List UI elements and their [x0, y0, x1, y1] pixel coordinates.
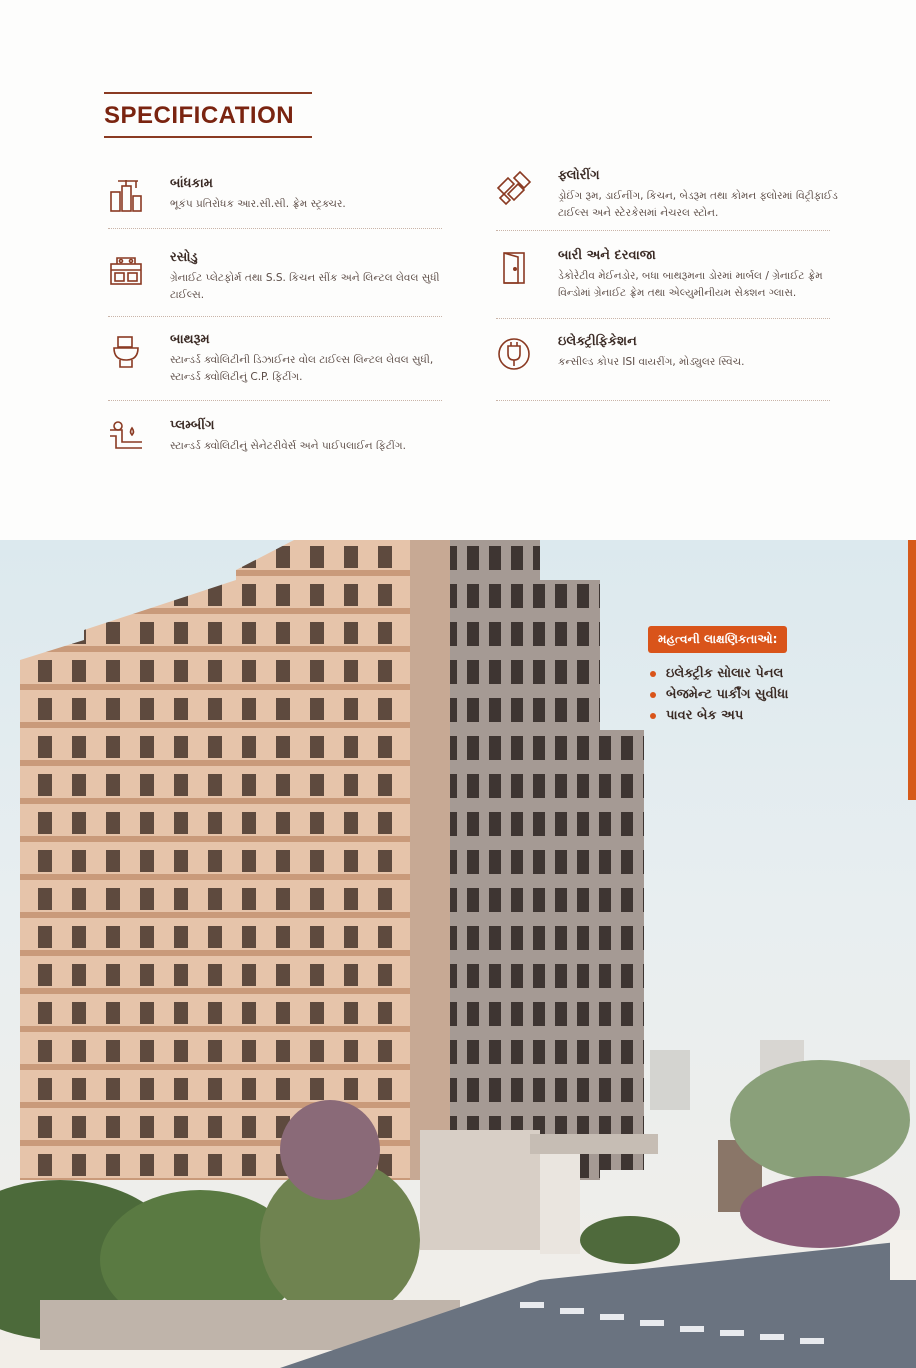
spec-description: ગ્રેનાઈટ પ્લેટફોર્મ તથા S.S. કિચન સીંક અને લિન્ટલ લેવલ સુધી ટાઈલ્સ.: [170, 272, 440, 301]
divider: [496, 230, 830, 231]
spec-item-kitchen: [108, 250, 442, 320]
spec-heading: ફ્લોરીંગ: [558, 168, 600, 183]
door-icon: [496, 250, 532, 286]
list-item: [648, 705, 888, 726]
spec-description: ડેકોરેટીવ મેઈનડોર, બધા બાથરૂમના ડોરમાં માર્બલ / ગ્રેનાઈટ ફ્રેમ વિન્ડોમાં ગ્રેનાઈટ ફ્રેમ તથા એલ્યુમીનીયમ સેક્શન ગ્લાસ.: [558, 270, 823, 299]
spec-heading: બાથરૂમ: [170, 332, 210, 347]
highlight-text: પાવર બેક અપ: [666, 708, 744, 723]
title-rule-bottom: [104, 136, 312, 138]
divider: [496, 318, 830, 319]
list-item: [648, 663, 888, 684]
highlights-list: [648, 663, 888, 726]
spec-heading: બારી અને દરવાજા: [558, 248, 656, 263]
divider: [496, 400, 830, 401]
spec-description: સ્ટાન્ડર્ડ ક્વોલિટીનું સેનેટરીવેર્સ અને પાઈપલાઈન ફિટીંગ.: [170, 440, 406, 452]
spec-description: ડ્રોઈંગ રૂમ, ડાઈનીંગ, કિચન, બેડરૂમ તથા કોમન ફ્લોરમાં વિટ્રીફાઈડ ટાઈલ્સ અને સ્ટેરકેસમાં નેચરલ સ્ટોન.: [558, 190, 838, 219]
spec-heading: પ્લમ્બીંગ: [170, 418, 215, 433]
bullet-icon: [650, 671, 656, 677]
page-title: SPECIFICATION: [104, 102, 295, 129]
spec-heading: રસોડુ: [170, 250, 198, 265]
electric-plug-icon: [496, 336, 532, 372]
divider: [108, 228, 442, 229]
divider: [108, 400, 442, 401]
highlights-box: [648, 626, 888, 726]
spec-description: ભૂકંપ પ્રતિરોધક આર.સી.સી. ફ્રેમ સ્ટ્રક્ચર.: [170, 198, 346, 210]
spec-description: કન્સીલ્ડ કોપર ISI વાયરીંગ, મોડ્યુલર સ્વિચ.: [558, 356, 745, 368]
spec-item-electrification: [496, 334, 830, 404]
flooring-icon: [496, 170, 532, 206]
divider: [108, 316, 442, 317]
title-block: [104, 92, 312, 138]
spec-item-construction: [108, 176, 442, 236]
highlights-heading: મહત્વની લાક્ષણિકતાઓ:: [648, 626, 787, 653]
plumbing-icon: [108, 420, 144, 456]
spec-item-plumbing: [108, 418, 442, 468]
specification-panel: [0, 0, 916, 540]
bullet-icon: [650, 692, 656, 698]
spec-heading: બાંધકામ: [170, 176, 213, 191]
spec-heading: ઇલેક્ટ્રીફિકેશન: [558, 334, 637, 349]
highlight-text: બેજમેન્ટ પાર્કીંગ સુવીધા: [666, 687, 789, 702]
bullet-icon: [650, 713, 656, 719]
spec-description: સ્ટાન્ડર્ડ ક્વોલિટીની ડિઝાઈનર વોલ ટાઈલ્સ લિન્ટલ લેવલ સુધી, સ્ટાન્ડર્ડ ક્વોલિટીનું C.P. ફિટીંગ.: [170, 354, 434, 383]
construction-icon: [108, 178, 144, 214]
bathroom-icon: [108, 334, 144, 370]
kitchen-icon: [108, 252, 144, 288]
spec-item-flooring: [496, 168, 838, 234]
highlight-text: ઇલેક્ટ્રીક સોલાર પેનલ: [666, 666, 784, 681]
list-item: [648, 684, 888, 705]
edge-accent-strip: [908, 540, 916, 800]
spec-item-bathroom: [108, 332, 442, 404]
spec-item-door: [496, 248, 830, 320]
